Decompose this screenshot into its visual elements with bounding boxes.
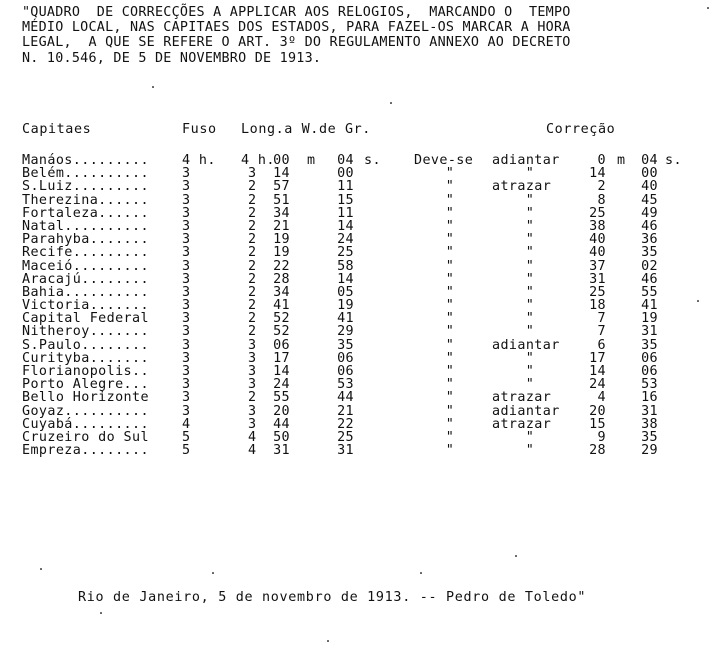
longitude-minutes: 19: [273, 232, 290, 248]
action-ditto-mark: ": [525, 205, 535, 221]
longitude-minutes: 14: [273, 364, 290, 379]
correction-minutes: 15: [589, 416, 606, 432]
city-name: Nitheroy.......: [22, 324, 149, 340]
scan-speck: [707, 7, 709, 9]
action-ditto-mark: ": [525, 166, 535, 182]
city-name: Empreza........: [22, 443, 149, 459]
correction-minutes: 17: [589, 350, 606, 366]
city-name: Florianopolis..: [22, 364, 149, 379]
longitude-hours: 4 h.: [241, 153, 275, 168]
ditto-mark: ": [445, 324, 455, 340]
longitude-hours: 2: [248, 311, 257, 327]
fuso-value: 3: [182, 232, 191, 248]
correction-seconds: 46: [641, 271, 658, 287]
correction-minutes: 24: [589, 377, 606, 393]
ditto-mark: ": [445, 284, 455, 300]
fuso-value: 3: [182, 350, 191, 366]
ditto-mark: ": [445, 192, 455, 208]
correction-seconds: 53: [641, 377, 658, 393]
city-name: Parahyba.......: [22, 232, 149, 248]
correction-seconds: 19: [641, 311, 658, 327]
longitude-seconds: 06: [337, 350, 354, 366]
city-name: Therezina......: [22, 192, 149, 208]
ditto-mark: ": [445, 364, 455, 379]
correction-seconds: 29: [641, 443, 658, 459]
longitude-seconds: 11: [337, 205, 354, 221]
table-row: [0, 207, 715, 220]
longitude-minutes: 41: [273, 298, 290, 314]
longitude-seconds: 25: [337, 429, 354, 445]
longitude-seconds: 14: [337, 218, 354, 234]
correction-action: adiantar: [492, 403, 560, 419]
longitude-hours: 2: [248, 271, 257, 287]
longitude-hours: 3: [248, 403, 257, 419]
correction-seconds: 06: [641, 364, 658, 379]
ditto-mark: ": [445, 377, 455, 393]
ditto-mark: ": [445, 311, 455, 327]
fuso-value: 3: [182, 390, 191, 406]
fuso-value: 3: [182, 245, 191, 261]
correction-seconds: 41: [641, 298, 658, 314]
longitude-seconds: 06: [337, 364, 354, 379]
correction-minutes: 4: [597, 390, 606, 406]
table-row: [0, 273, 715, 286]
correction-minutes: 40: [589, 245, 606, 261]
correction-minutes: 9: [597, 429, 606, 445]
correction-seconds: 49: [641, 205, 658, 221]
correction-minutes: 18: [589, 298, 606, 314]
scan-speck: [390, 102, 392, 104]
scan-speck: [515, 555, 517, 557]
ditto-mark: ": [445, 232, 455, 248]
action-ditto-mark: ": [525, 443, 535, 459]
longitude-seconds: 35: [337, 337, 354, 353]
fuso-value: 3: [182, 192, 191, 208]
fuso-value: 3: [182, 377, 191, 393]
signature-line: Rio de Janeiro, 5 de novembro de 1913. -- Pedro de Toledo": [78, 590, 587, 605]
fuso-value: 3: [182, 205, 191, 221]
correction-minutes: 7: [597, 324, 606, 340]
correction-action: adiantar: [492, 153, 560, 168]
correction-seconds: 31: [641, 403, 658, 419]
fuso-value: 4 h.: [182, 153, 216, 168]
longitude-seconds: 22: [337, 416, 354, 432]
correction-minutes: 7: [597, 311, 606, 327]
longitude-minutes: 06: [273, 337, 290, 353]
longitude-hours: 3: [248, 350, 257, 366]
correction-minutes: 38: [589, 218, 606, 234]
correction-minutes-unit: m: [617, 153, 626, 168]
fuso-value: 3: [182, 166, 191, 182]
longitude-seconds: 41: [337, 311, 354, 327]
correction-minutes: 31: [589, 271, 606, 287]
longitude-minutes: 22: [273, 258, 290, 274]
longitude-minutes: 17: [273, 350, 290, 366]
city-name: Cruzeiro do Sul: [22, 429, 149, 445]
longitude-minutes: 55: [273, 390, 290, 406]
action-ditto-mark: ": [525, 377, 535, 393]
correction-action: atrazar: [492, 179, 552, 195]
longitude-hours: 2: [248, 179, 257, 195]
header-fuso: Fuso: [182, 122, 217, 137]
correction-minutes: 37: [589, 258, 606, 274]
correction-prefix: Deve-se: [414, 153, 474, 168]
table-row: [0, 260, 715, 273]
table-row: [0, 405, 715, 418]
longitude-hours: 2: [248, 324, 257, 340]
longitude-seconds: 11: [337, 179, 354, 195]
correction-seconds: 16: [641, 390, 658, 406]
scan-speck: [327, 640, 329, 642]
longitude-seconds: 04: [337, 153, 354, 168]
fuso-value: 3: [182, 218, 191, 234]
longitude-seconds: 05: [337, 284, 354, 300]
header-correcao: Correção: [546, 122, 616, 137]
table-row: [0, 339, 715, 352]
city-name: Capital Federal: [22, 311, 149, 327]
header-capitaes: Capitaes: [22, 122, 92, 137]
header-longitude: Long.a W.de Gr.: [241, 122, 371, 137]
corrections-table-body: [0, 154, 715, 457]
longitude-minutes: 00: [273, 153, 290, 168]
fuso-value: 3: [182, 337, 191, 353]
ditto-mark: ": [445, 205, 455, 221]
fuso-value: 3: [182, 364, 191, 379]
correction-seconds: 46: [641, 218, 658, 234]
table-row: [0, 418, 715, 431]
document-heading: [22, 5, 702, 66]
correction-seconds: 31: [641, 324, 658, 340]
scan-speck: [100, 612, 102, 614]
longitude-minutes: 52: [273, 311, 290, 327]
city-name: Manáos.........: [22, 153, 149, 168]
ditto-mark: ": [445, 403, 455, 419]
fuso-value: 3: [182, 284, 191, 300]
city-name: Bahia..........: [22, 284, 149, 300]
correction-seconds: 04: [641, 153, 658, 168]
correction-seconds: 35: [641, 245, 658, 261]
correction-action: atrazar: [492, 416, 552, 432]
ditto-mark: ": [445, 298, 455, 314]
action-ditto-mark: ": [525, 284, 535, 300]
city-name: Recife.........: [22, 245, 149, 261]
action-ditto-mark: ": [525, 298, 535, 314]
longitude-minutes: 28: [273, 271, 290, 287]
longitude-seconds-unit: s.: [364, 153, 381, 168]
fuso-value: 3: [182, 258, 191, 274]
heading-line: LEGAL, A QUE SE REFERE O ART. 3º DO REGULAMENTO ANNEXO AO DECRETO: [22, 35, 571, 51]
fuso-value: 5: [182, 443, 191, 459]
correction-minutes: 25: [589, 205, 606, 221]
longitude-seconds: 24: [337, 232, 354, 248]
table-row: [0, 194, 715, 207]
correction-seconds: 55: [641, 284, 658, 300]
correction-minutes: 28: [589, 443, 606, 459]
longitude-hours: 3: [248, 166, 257, 182]
city-name: Victoria.......: [22, 298, 149, 314]
longitude-hours: 3: [248, 364, 257, 379]
scan-speck: [212, 572, 214, 574]
longitude-seconds: 31: [337, 443, 354, 459]
ditto-mark: ": [445, 390, 455, 406]
city-name: Bello Horizonte: [22, 390, 149, 406]
longitude-minutes: 51: [273, 192, 290, 208]
longitude-seconds: 00: [337, 166, 354, 182]
longitude-minutes: 20: [273, 403, 290, 419]
ditto-mark: ": [445, 443, 455, 459]
longitude-minutes: 57: [273, 179, 290, 195]
ditto-mark: ": [445, 218, 455, 234]
action-ditto-mark: ": [525, 218, 535, 234]
longitude-minutes: 31: [273, 443, 290, 459]
correction-minutes: 2: [597, 179, 606, 195]
longitude-minutes: 52: [273, 324, 290, 340]
longitude-seconds: 44: [337, 390, 354, 406]
city-name: Curityba.......: [22, 350, 149, 366]
longitude-minutes: 21: [273, 218, 290, 234]
longitude-minutes: 24: [273, 377, 290, 393]
ditto-mark: ": [445, 429, 455, 445]
correction-seconds: 00: [641, 166, 658, 182]
fuso-value: 3: [182, 311, 191, 327]
city-name: Maceió.........: [22, 258, 149, 274]
action-ditto-mark: ": [525, 192, 535, 208]
heading-line: N. 10.546, DE 5 DE NOVEMBRO DE 1913.: [22, 50, 322, 66]
ditto-mark: ": [445, 166, 455, 182]
correction-seconds: 35: [641, 337, 658, 353]
fuso-value: 3: [182, 403, 191, 419]
city-name: Fortaleza......: [22, 205, 149, 221]
fuso-value: 3: [182, 298, 191, 314]
table-row: [0, 391, 715, 404]
ditto-mark: ": [445, 337, 455, 353]
ditto-mark: ": [445, 350, 455, 366]
correction-minutes: 0: [597, 153, 606, 168]
action-ditto-mark: ": [525, 271, 535, 287]
longitude-seconds: 21: [337, 403, 354, 419]
correction-seconds-unit: s.: [665, 153, 682, 168]
action-ditto-mark: ": [525, 350, 535, 366]
table-row: [0, 325, 715, 338]
ditto-mark: ": [445, 258, 455, 274]
ditto-mark: ": [445, 271, 455, 287]
correction-minutes: 8: [597, 192, 606, 208]
longitude-hours: 2: [248, 232, 257, 248]
action-ditto-mark: ": [525, 258, 535, 274]
scan-speck: [152, 86, 154, 88]
city-name: S.Paulo........: [22, 337, 149, 353]
city-name: Belém..........: [22, 166, 149, 182]
scan-speck: [40, 568, 42, 570]
longitude-hours: 2: [248, 284, 257, 300]
city-name: Goyaz..........: [22, 403, 149, 419]
correction-seconds: 06: [641, 350, 658, 366]
longitude-seconds: 29: [337, 324, 354, 340]
scan-speck: [697, 300, 699, 302]
correction-seconds: 45: [641, 192, 658, 208]
longitude-hours: 2: [248, 205, 257, 221]
longitude-seconds: 14: [337, 271, 354, 287]
action-ditto-mark: ": [525, 429, 535, 445]
correction-seconds: 02: [641, 258, 658, 274]
longitude-minutes: 14: [273, 166, 290, 182]
longitude-hours: 2: [248, 218, 257, 234]
longitude-hours: 4: [248, 443, 257, 459]
city-name: Aracajú........: [22, 271, 149, 287]
correction-seconds: 38: [641, 416, 658, 432]
longitude-hours: 2: [248, 390, 257, 406]
correction-minutes: 20: [589, 403, 606, 419]
longitude-hours: 2: [248, 298, 257, 314]
longitude-hours: 3: [248, 337, 257, 353]
longitude-seconds: 25: [337, 245, 354, 261]
city-name: S.Luiz.........: [22, 179, 149, 195]
correction-seconds: 40: [641, 179, 658, 195]
correction-seconds: 35: [641, 429, 658, 445]
table-row: [0, 246, 715, 259]
table-row: [0, 444, 715, 457]
fuso-value: 3: [182, 179, 191, 195]
longitude-hours: 2: [248, 192, 257, 208]
action-ditto-mark: ": [525, 364, 535, 379]
longitude-seconds: 58: [337, 258, 354, 274]
longitude-minutes: 34: [273, 284, 290, 300]
fuso-value: 5: [182, 429, 191, 445]
ditto-mark: ": [445, 416, 455, 432]
city-name: Natal..........: [22, 218, 149, 234]
city-name: Porto Alegre...: [22, 377, 149, 393]
ditto-mark: ": [445, 179, 455, 195]
longitude-hours: 2: [248, 258, 257, 274]
correction-minutes: 14: [589, 166, 606, 182]
longitude-minutes: 50: [273, 429, 290, 445]
fuso-value: 4: [182, 416, 191, 432]
longitude-seconds: 53: [337, 377, 354, 393]
action-ditto-mark: ": [525, 311, 535, 327]
longitude-seconds: 19: [337, 298, 354, 314]
heading-line: MÉDIO LOCAL, NAS CAPITAES DOS ESTADOS, PARA FAZEL-OS MARCAR A HORA: [22, 20, 571, 36]
action-ditto-mark: ": [525, 232, 535, 248]
correction-seconds: 36: [641, 232, 658, 248]
correction-minutes: 14: [589, 364, 606, 379]
action-ditto-mark: ": [525, 245, 535, 261]
heading-line: "QUADRO DE CORRECÇÕES A APPLICAR AOS RELOGIOS, MARCANDO O TEMPO: [22, 5, 571, 20]
correction-minutes: 6: [597, 337, 606, 353]
longitude-seconds: 15: [337, 192, 354, 208]
longitude-hours: 3: [248, 377, 257, 393]
longitude-minutes: 34: [273, 205, 290, 221]
longitude-hours: 3: [248, 416, 257, 432]
fuso-value: 3: [182, 324, 191, 340]
correction-action: adiantar: [492, 337, 560, 353]
city-name: Cuyabá.........: [22, 416, 149, 432]
longitude-hours: 2: [248, 245, 257, 261]
ditto-mark: ": [445, 245, 455, 261]
correction-minutes: 25: [589, 284, 606, 300]
action-ditto-mark: ": [525, 324, 535, 340]
longitude-hours: 4: [248, 429, 257, 445]
longitude-minutes-unit: m: [307, 153, 316, 168]
scan-speck: [420, 572, 422, 574]
table-row: [0, 180, 715, 193]
correction-action: atrazar: [492, 390, 552, 406]
correction-minutes: 40: [589, 232, 606, 248]
longitude-minutes: 19: [273, 245, 290, 261]
fuso-value: 3: [182, 271, 191, 287]
longitude-minutes: 44: [273, 416, 290, 432]
